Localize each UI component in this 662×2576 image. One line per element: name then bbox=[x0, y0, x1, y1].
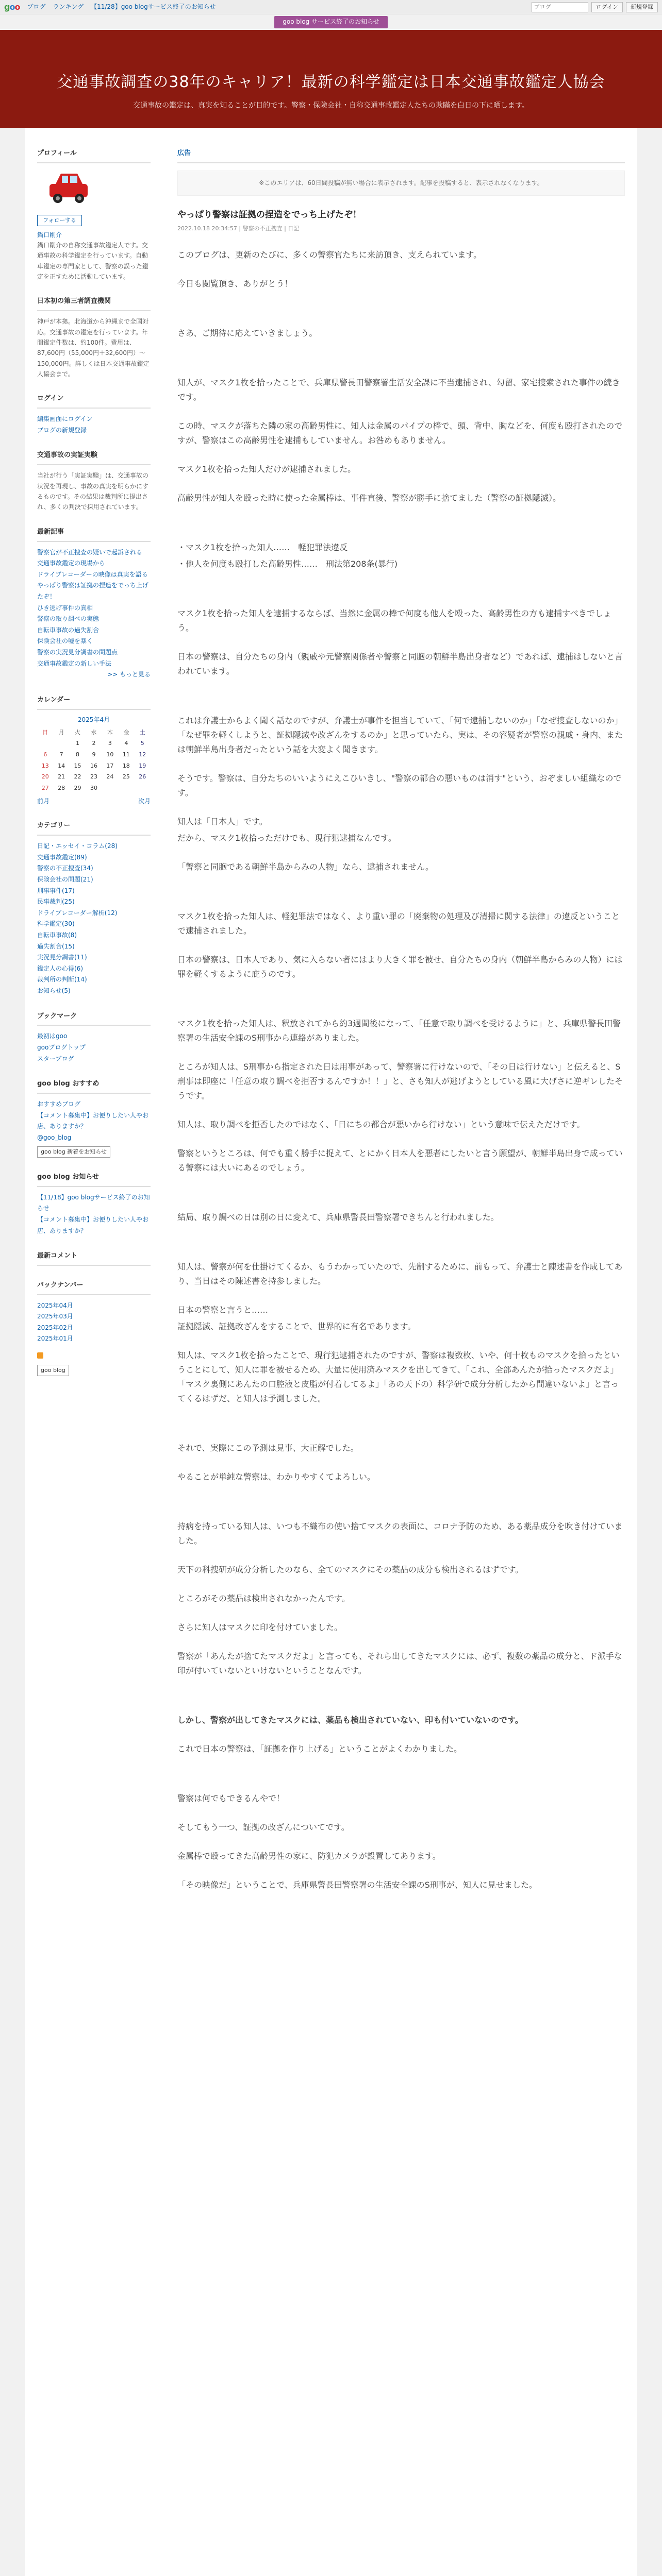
recent-post-link[interactable]: 警察官が不正捜査の疑いで起訴される bbox=[37, 548, 143, 556]
entry-paragraph: それで、実際にこの予測は見事、大正解でした。 bbox=[177, 1443, 359, 1453]
entry-paragraph: マスク1枚を拾った知人を逮捕するならば、当然に金属の棒で何度も他人を殴った、高齢男性の方も逮捕すべきでしょう。 bbox=[177, 608, 611, 633]
entry-paragraph: 知人は、警察が何を仕掛けてくるか、もうわかっていたので、先制するために、前もって、弁護士と陳述書を作成してあり、当日はその陳述書を持参しました。 bbox=[177, 1261, 623, 1286]
category-list bbox=[37, 841, 151, 996]
category-link[interactable]: ドライブレコーダー解析(12) bbox=[37, 909, 118, 917]
bookmark-link[interactable]: スターブログ bbox=[37, 1055, 74, 1062]
calendar-day: 23 bbox=[90, 773, 97, 781]
entry-paragraph: 金属棒で殴ってきた高齢男性の家に、防犯カメラが設置してあります。 bbox=[177, 1851, 441, 1861]
calendar-day: 9 bbox=[92, 751, 96, 758]
inactive-notice: ※このエリアは、60日間投稿が無い場合に表示されます。記事を投稿すると、表示されなくなります。 bbox=[177, 171, 625, 196]
goo-notice-section bbox=[37, 1172, 151, 1236]
calendar-day: 12 bbox=[139, 751, 146, 758]
recent-post-link[interactable]: 警察の取り調べの実態 bbox=[37, 615, 100, 623]
recommend-link[interactable]: 【コメント募集中】お便りしたい人やお店、ありますか？ bbox=[37, 1111, 149, 1130]
entry-paragraph: これは弁護士からよく聞く話なのですが、弁護士が事件を担当していて、「何で逮捕しないのか」「なぜ捜査しないのか」「なぜ罪を軽くしようと、証拠隠滅や改ざんをするのか」と思っていたら、実は、その容疑者が警察の親戚・身内、または朝鮮半島出身者だったという話を大変よく聞きます。 bbox=[177, 715, 623, 754]
category-link[interactable]: 科学鑑定(30) bbox=[37, 920, 75, 928]
login-button[interactable]: ログイン bbox=[591, 2, 623, 12]
entry-paragraph: 証拠隠滅、証拠改ざんをすることで、世界的に有名であります。 bbox=[177, 1321, 416, 1331]
entry-paragraph: 日本の警察と言うと…… bbox=[177, 1304, 269, 1315]
entry-meta: 2022.10.18 20:34:57 | 警察の不正捜査 | 日記 bbox=[177, 225, 300, 232]
backnumber-link[interactable]: 2025年04月 bbox=[37, 1301, 73, 1309]
paragraph-spacer bbox=[177, 996, 625, 1016]
search-input[interactable] bbox=[532, 2, 588, 12]
association-title: 日本初の第三者調査機関 bbox=[37, 296, 151, 311]
new-blog-link[interactable]: ブログの新規登録 bbox=[37, 426, 87, 434]
calendar-day bbox=[102, 783, 118, 794]
calendar-weekday: 火 bbox=[75, 728, 81, 736]
calendar-weekday: 水 bbox=[91, 728, 97, 736]
blog-header bbox=[0, 30, 662, 128]
top-bar bbox=[0, 0, 662, 14]
research-title: 交通事故の実証実験 bbox=[37, 450, 151, 465]
topbar-link-notice[interactable]: 【11/28】goo blogサービス終了のお知らせ bbox=[91, 3, 216, 10]
recommend-link[interactable]: おすすめブログ bbox=[37, 1100, 81, 1108]
calendar-day: 20 bbox=[41, 773, 49, 781]
bookmark-section bbox=[37, 1011, 151, 1065]
goo-blog-footer-badge[interactable]: goo blog bbox=[37, 1365, 69, 1376]
calendar-day: 15 bbox=[74, 762, 81, 769]
calendar-day: 29 bbox=[74, 784, 81, 791]
bookmark-link[interactable]: 最初はgoo bbox=[37, 1032, 68, 1040]
entry-paragraph: これで日本の警察は、「証拠を作り上げる」ということがよくわかりました。 bbox=[177, 1743, 462, 1754]
calendar-title: カレンダー bbox=[37, 695, 151, 710]
entry-paragraph: 知人は、マスク1枚を拾ったことで、現行犯逮捕されたのですが、警察は複数枚、いや、何十枚ものマスクを拾ったということにして、知人に罪を被せるため、大量に使用済みマスクを出してきて、「これ、全部あんたが拾ったマスクだよ」「マスク裏側にあんたの口腔液と皮脂が付着してるよ」「あの天下の）科学研で成分分析したから間違いないよ」と言ってくるはずだ、と知人は予測しました。 bbox=[177, 1350, 620, 1403]
comments-section bbox=[37, 1251, 151, 1266]
categories-title: カテゴリー bbox=[37, 821, 151, 836]
calendar-weekday: 金 bbox=[123, 728, 129, 736]
recent-post-link[interactable]: 警察の実況見分調書の問題点 bbox=[37, 648, 118, 656]
entry-paragraph: ところがその薬品は検出されなかったんです。 bbox=[177, 1593, 350, 1603]
recent-post-link[interactable]: 交通事故鑑定の現場から bbox=[37, 560, 106, 567]
calendar-day: 19 bbox=[139, 762, 146, 769]
category-link[interactable]: 刑事事件(17) bbox=[37, 887, 75, 894]
entry-paragraph: マスク1枚を拾った知人は、釈放されてから約3週間後になって、「任意で取り調べを受けるように」と、兵庫県警長田警察署の生活安全課のS刑事から連絡がありました。 bbox=[177, 1018, 621, 1043]
backnumber-link[interactable]: 2025年03月 bbox=[37, 1313, 73, 1320]
calendar-day: 11 bbox=[122, 751, 130, 758]
topbar-right bbox=[532, 2, 658, 12]
paragraph-spacer bbox=[177, 1499, 625, 1519]
bookmark-link[interactable]: gooブログトップ bbox=[37, 1043, 86, 1051]
paragraph-spacer bbox=[177, 1420, 625, 1441]
calendar-nav bbox=[37, 796, 151, 806]
entry-paragraph: この時、マスクが落ちた隣の家の高齢男性に、知人は金属のパイプの棒で、頭、背中、胸などを、何度も殴打されたのですが、警察はこの高齢男性を逮捕もしていません。お咎めもありません。 bbox=[177, 420, 623, 445]
recent-post-link[interactable]: 交通事故鑑定の新しい手法 bbox=[37, 659, 112, 667]
register-button[interactable]: 新規登録 bbox=[626, 2, 658, 12]
entry-paragraph: 天下の科捜研が成分分析したのなら、全てのマスクにその薬品の成分も検出されるはずです。 bbox=[177, 1564, 524, 1574]
entry-paragraph: 日本の警察は、自分たちの身内（親戚や元警察関係者や警察と同胞の朝鮮半島出身者など）であれば、逮捕はしないと言われています。 bbox=[177, 651, 623, 676]
calendar-day: 6 bbox=[43, 751, 47, 758]
follow-button[interactable]: フォローする bbox=[37, 215, 82, 226]
paragraph-spacer bbox=[177, 889, 625, 909]
goo-notice-link[interactable]: 【11/18】goo blogサービス終了のお知らせ bbox=[37, 1193, 150, 1212]
entry-paragraph: 知人が、マスク1枚を拾ったことで、兵庫県警長田警察署生活安全課に不当逮捕され、勾留、家宅捜索された事件の続きです。 bbox=[177, 377, 620, 402]
research-text: 当社が行う「実証実験」は、交通事故の状況を再現し、事故の真実を明らかにするものです。その結果は裁判所に提出され、多くの判決で採用されています。 bbox=[37, 472, 149, 511]
rss-area bbox=[37, 1352, 151, 1362]
profile-section bbox=[37, 148, 151, 282]
calendar-day: 14 bbox=[58, 762, 65, 769]
paragraph-spacer bbox=[177, 306, 625, 326]
recent-post-link[interactable]: ドライブレコーダーの映像は真実を語る bbox=[37, 570, 148, 578]
topbar-link-ranking[interactable]: ランキング bbox=[53, 3, 84, 10]
calendar-day: 1 bbox=[76, 740, 80, 747]
paragraph-spacer bbox=[177, 355, 625, 376]
goo-recommend-section bbox=[37, 1079, 151, 1158]
category-link[interactable]: 実況見分調書(11) bbox=[37, 954, 87, 961]
category-link[interactable]: 日記・エッセイ・コラム(28) bbox=[37, 842, 118, 850]
service-notice-link[interactable]: goo blog サービス終了のお知らせ bbox=[274, 16, 387, 28]
entry-paragraph: しかし、警察が出してきたマスクには、薬品も検出されていない、印も付いていないのです。 bbox=[177, 1715, 523, 1725]
calendar-day: 21 bbox=[58, 773, 65, 781]
backnumber-section bbox=[37, 1280, 151, 1376]
calendar-prev-link[interactable]: 前月 bbox=[37, 798, 50, 805]
blog-title[interactable]: 交通事故調査の38年のキャリア！最新の科学鑑定は日本交通事故鑑定人協会 bbox=[57, 73, 605, 91]
calendar-day: 13 bbox=[41, 762, 49, 769]
entry-paragraph: 警察というところは、何でも重く勝手に捉えて、とにかく日本人を悪者にしたいと言う願望が、朝鮮半島出身で成っている警察には大いにあるのでしょう。 bbox=[177, 1148, 623, 1173]
paragraph-spacer bbox=[177, 520, 625, 540]
entry-paragraph: 「その映像だ」ということで、兵庫県警長田警察署の生活安全課のS刑事が、知人に見せました。 bbox=[177, 1879, 537, 1890]
entry-paragraph: マスク1枚を拾った知人だけが逮捕されました。 bbox=[177, 464, 356, 474]
paragraph-spacer bbox=[177, 586, 625, 606]
edit-login-link[interactable]: 編集画面にログイン bbox=[37, 415, 93, 423]
bookmark-title: ブックマーク bbox=[37, 1011, 151, 1026]
profile-car-icon bbox=[45, 168, 151, 208]
recent-post-link[interactable]: 保険会社の嘘を暴く bbox=[37, 637, 93, 645]
calendar-day: 4 bbox=[124, 740, 128, 747]
entry-paragraph: ・他人を何度も殴打した高齢男性…… 刑法第208条(暴行) bbox=[177, 558, 398, 569]
calendar-day: 2 bbox=[92, 740, 96, 747]
association-text: 神戸が本拠。北海道から沖縄まで全国対応。交通事故の鑑定を行っています。年間鑑定件数は、約100件。費用は、87,600円（55,000円＋32,600円）～150,000円。詳しくは日本交通事故鑑定人協会まで。 bbox=[37, 318, 150, 378]
paragraph-spacer bbox=[177, 693, 625, 714]
calendar-day: 16 bbox=[90, 762, 97, 769]
association-section bbox=[37, 296, 151, 379]
category-link[interactable]: 過失割合(15) bbox=[37, 942, 75, 950]
recent-post-link[interactable]: ひき逃げ事件の真相 bbox=[37, 604, 93, 612]
entry-paragraph: このブログは、更新のたびに、多くの警察官たちに来訪頂き、支えられています。 bbox=[177, 249, 482, 260]
entry-paragraph: やることが単純な警察は、わかりやすくてよろしい。 bbox=[177, 1471, 376, 1482]
category-link[interactable]: 交通事故鑑定(89) bbox=[37, 853, 87, 861]
goo-logo[interactable]: goo bbox=[4, 2, 20, 12]
entry-paragraph: 知人は、取り調べを拒否したのではなく、「日にちの都合が悪いから行けない」という意味で伝えただけです。 bbox=[177, 1119, 585, 1129]
entry-paragraph: 「警察と同胞である朝鮮半島からみの人物」なら、逮捕されません。 bbox=[177, 861, 434, 872]
calendar-weekday: 土 bbox=[139, 728, 145, 736]
paragraph-spacer bbox=[177, 1239, 625, 1260]
profile-bio: 鍋口剛介の自称交通事故鑑定人です。交通事故の科学鑑定を行っています。自動車鑑定の専門家として、警察の誤った鑑定を正すために活動しています。 bbox=[37, 241, 148, 280]
entry-title[interactable]: やっぱり警察は証拠の捏造をでっち上げたぞ！ bbox=[177, 209, 361, 220]
category-link[interactable]: お知らせ(5) bbox=[37, 987, 71, 994]
calendar-day: 5 bbox=[140, 740, 144, 747]
calendar-day bbox=[53, 738, 69, 749]
service-notice-bar bbox=[0, 14, 662, 30]
recent-post-link[interactable]: やっぱり警察は証拠の捏造をでっち上げたぞ！ bbox=[37, 582, 149, 600]
entry-paragraph: そうです。警察は、自分たちのいいようにえこひいきし、"警察の都合の悪いものは消す"という、おぞましい組織なのです。 bbox=[177, 773, 622, 798]
entry-paragraph: マスク1枚を拾った知人は、軽犯罪法ではなく、より重い罪の「廃棄物の処理及び清掃に関する法律」の違反ということで逮捕されました。 bbox=[177, 911, 620, 936]
profile-name[interactable]: 鍋口剛介 bbox=[37, 231, 62, 239]
calendar-weekday: 木 bbox=[107, 728, 113, 736]
entry-paragraph: 結局、取り調べの日は別の日に変えて、兵庫県警長田警察署できちんと行われました。 bbox=[177, 1212, 499, 1222]
recent-posts-section bbox=[37, 527, 151, 681]
category-link[interactable]: 警察の不正捜査(34) bbox=[37, 865, 93, 872]
calendar-day: 25 bbox=[122, 773, 130, 781]
recent-posts-title: 最新記事 bbox=[37, 527, 151, 542]
goo-notice-link[interactable]: 【コメント募集中】お便りしたい人やお店、ありますか？ bbox=[37, 1215, 149, 1234]
calendar-day: 22 bbox=[74, 773, 81, 781]
calendar-day: 30 bbox=[90, 784, 97, 791]
entry-paragraph: ・マスク1枚を拾った知人…… 軽犯罪法違反 bbox=[177, 542, 348, 552]
recent-more-link[interactable]: >> もっと見る bbox=[107, 671, 151, 679]
comments-title: 最新コメント bbox=[37, 1251, 151, 1266]
research-section bbox=[37, 450, 151, 512]
category-link[interactable]: 民事裁判(25) bbox=[37, 898, 75, 906]
goo-recommend-title: goo blog おすすめ bbox=[37, 1079, 151, 1094]
recommend-link[interactable]: @goo_blog bbox=[37, 1133, 72, 1141]
profile-title: プロフィール bbox=[37, 148, 151, 163]
category-link[interactable]: 自転車事故(8) bbox=[37, 931, 77, 939]
categories-section bbox=[37, 821, 151, 996]
calendar-day: 17 bbox=[106, 762, 114, 769]
recent-post-link[interactable]: 自転車事故の過失割合 bbox=[37, 626, 100, 634]
calendar-day: 3 bbox=[108, 740, 112, 747]
calendar-month[interactable]: 2025年4月 bbox=[77, 716, 110, 723]
calendar-section bbox=[37, 695, 151, 807]
calendar-day bbox=[135, 783, 151, 794]
paragraph-spacer bbox=[177, 1692, 625, 1713]
paragraph-spacer bbox=[177, 1771, 625, 1791]
backnumber-title: バックナンバー bbox=[37, 1280, 151, 1295]
calendar-day: 27 bbox=[41, 784, 49, 791]
login-section bbox=[37, 394, 151, 436]
rss-icon[interactable] bbox=[37, 1352, 43, 1359]
entry-paragraph: 持病を持っている知人は、いつも不織布の使い捨てマスクの表面に、コロナ予防のため、ある薬品成分を吹き付けていました。 bbox=[177, 1521, 623, 1546]
entry-paragraph: 日本の警察は、日本人であり、気に入らない者にはより大きく罪を被せ、自分たちの身内（朝鮮半島からみの人物）には罪を軽くするように庇うのです。 bbox=[177, 954, 623, 979]
backnumber-link[interactable]: 2025年01月 bbox=[37, 1335, 73, 1343]
calendar-day: 28 bbox=[58, 784, 65, 791]
calendar-day bbox=[118, 783, 134, 794]
entry-paragraph: だから、マスク1枚拾っただけでも、現行犯逮捕なんです。 bbox=[177, 833, 396, 843]
entry-paragraph: そしてもう一つ、証拠の改ざんについてです。 bbox=[177, 1822, 350, 1832]
entry-paragraph: さあ、ご期待に応えていきましょう。 bbox=[177, 328, 318, 338]
calendar-day bbox=[37, 738, 53, 749]
sidebar bbox=[37, 148, 151, 2576]
calendar-day: 24 bbox=[106, 773, 114, 781]
entry-paragraph: 警察が「あんたが捨てたマスクだよ」と言っても、それら出してきたマスクには、必ず、複数の薬品の成分と、ド派手な印が付いていないといけないということなんです。 bbox=[177, 1651, 622, 1675]
login-title: ログイン bbox=[37, 394, 151, 409]
entry-paragraph: 知人は「日本人」です。 bbox=[177, 816, 268, 826]
category-link[interactable]: 保険会社の問題(21) bbox=[37, 876, 93, 884]
ad-label: 広告 bbox=[177, 148, 625, 163]
main-content bbox=[163, 148, 625, 2576]
entry-paragraph: 今日も閲覧頂き、ありがとう！ bbox=[177, 278, 293, 289]
calendar-table bbox=[37, 727, 151, 794]
entry-body bbox=[177, 248, 625, 1892]
entry-paragraph: さらに知人はマスクに印を付けていました。 bbox=[177, 1622, 343, 1632]
topbar-link-blog[interactable]: ブログ bbox=[27, 3, 46, 10]
calendar-day: 8 bbox=[76, 751, 80, 758]
blog-subtitle: 交通事故の鑑定は、真実を知ることが目的です。警察・保険会社・自称交通事故鑑定人たちの欺瞞を白日の下に晒します。 bbox=[133, 101, 529, 110]
backnumber-link[interactable]: 2025年02月 bbox=[37, 1324, 73, 1331]
calendar-day: 10 bbox=[106, 751, 114, 758]
calendar-weekday: 月 bbox=[58, 728, 64, 736]
category-link[interactable]: 鑑定人の心得(6) bbox=[37, 964, 83, 972]
entry-paragraph: 高齢男性が知人を殴った時に使った金属棒は、事件直後、警察が勝手に捨てました（警察の証拠隠滅）。 bbox=[177, 493, 561, 503]
calendar-day: 7 bbox=[59, 751, 63, 758]
category-link[interactable]: 裁判所の判断(14) bbox=[37, 976, 87, 984]
calendar-day: 18 bbox=[122, 762, 130, 769]
calendar-weekday: 日 bbox=[42, 728, 48, 736]
entry-paragraph: ところが知人は、S刑事から指定された日は用事があって、警察署に行けないので、「その日は行けない」と伝えると、S刑事は即座に「任意の取り調べを拒否するんですか！！」と、さも知人が逃げようとしている風に大げさに逆ギレしたそうです。 bbox=[177, 1061, 623, 1100]
entry-paragraph: 警察は何でもできるんやで！ bbox=[177, 1793, 285, 1803]
calendar-next-link[interactable]: 次月 bbox=[138, 798, 151, 805]
goo-new-badge[interactable]: goo blog 新着をお知らせ bbox=[37, 1146, 110, 1158]
goo-notice-title: goo blog お知らせ bbox=[37, 1172, 151, 1187]
calendar-day: 26 bbox=[139, 773, 146, 781]
paragraph-spacer bbox=[177, 1190, 625, 1210]
page-content bbox=[25, 128, 637, 2576]
